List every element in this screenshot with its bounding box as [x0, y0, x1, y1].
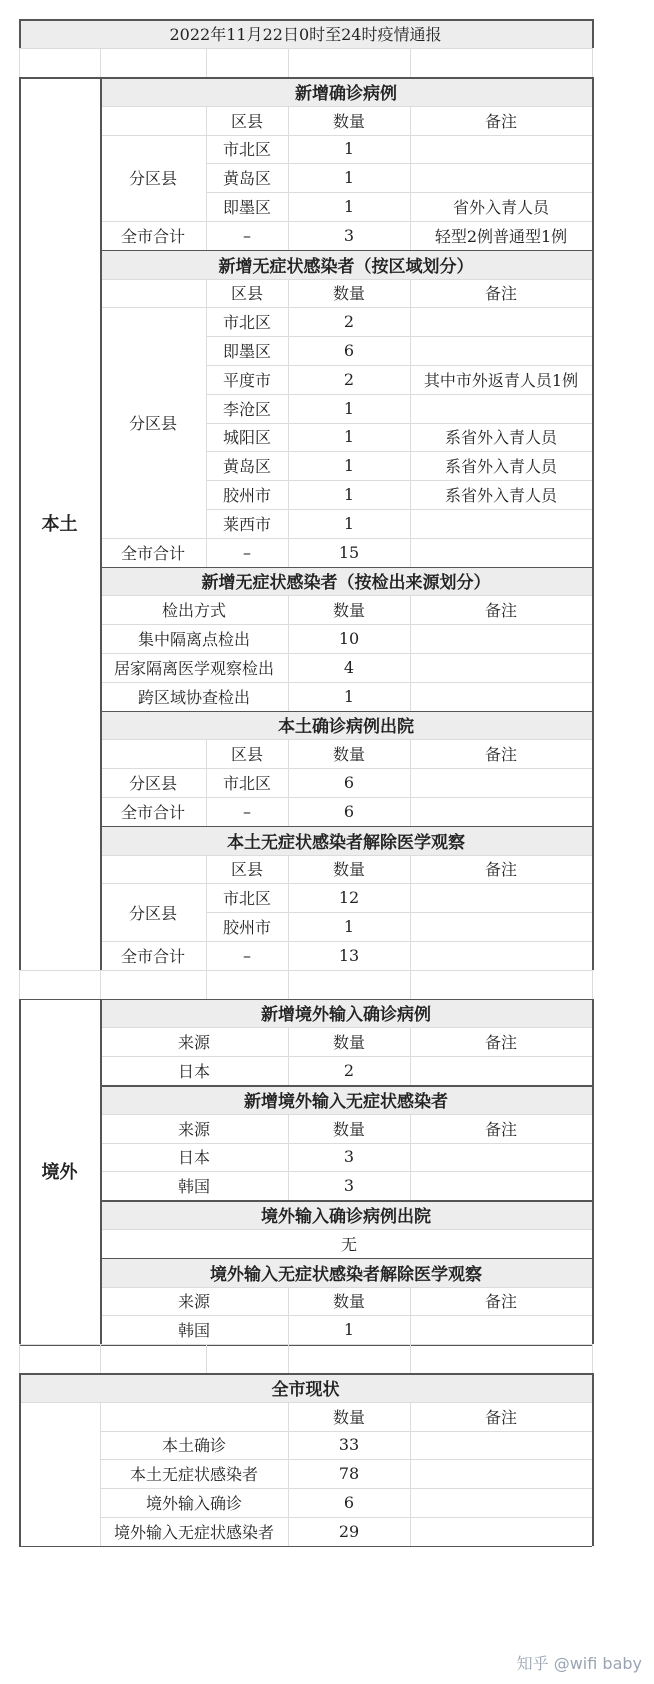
count-cell: 29 [338, 1521, 360, 1541]
grid-line [410, 797, 411, 826]
count-cell: 2 [343, 369, 355, 389]
grid-line [410, 135, 411, 164]
count-cell: 1 [343, 917, 355, 937]
column-header: 数量 [332, 601, 365, 621]
district-cell: – [243, 542, 251, 562]
source-cell: 日本 [177, 1148, 210, 1168]
note-cell [410, 1315, 592, 1344]
grid-line [288, 538, 289, 567]
grid-line [288, 1315, 289, 1344]
grid-line [410, 48, 411, 77]
column-header: 数量 [332, 860, 365, 880]
status-label: 本土确诊 [161, 1436, 226, 1456]
grid-line [19, 48, 20, 77]
district-cell: 黄岛区 [222, 169, 271, 189]
grid-line [100, 1402, 101, 1546]
grid-line [288, 739, 289, 768]
note-cell [410, 653, 592, 682]
grid-line [19, 77, 21, 970]
grid-line [410, 682, 411, 711]
grid-line [206, 307, 207, 336]
grid-line [19, 1344, 20, 1373]
count-cell: 4 [343, 657, 355, 677]
grid-line [288, 1114, 289, 1143]
column-header: 备注 [484, 284, 517, 304]
count-cell: 33 [338, 1435, 360, 1455]
note-cell [410, 883, 592, 912]
grid-line [410, 855, 411, 884]
section-header: 新增境外输入无症状感染者 [100, 1085, 592, 1114]
grid-line [206, 106, 207, 135]
count-cell: 1 [343, 513, 355, 533]
grid-line [592, 19, 594, 48]
column-header: 来源 [177, 1292, 210, 1312]
column-header: 备注 [484, 1292, 517, 1312]
grid-line [592, 970, 593, 999]
grid-line [410, 595, 411, 624]
note-cell [410, 912, 592, 941]
grid-line [206, 451, 207, 480]
grid-line [288, 192, 289, 221]
none-value: 无 [340, 1234, 357, 1254]
grid-line [410, 1402, 411, 1431]
note-cell [410, 1517, 592, 1546]
grid-line [100, 77, 102, 970]
group-label: 分区县 [128, 903, 177, 923]
grid-line [19, 970, 20, 999]
grid-line [410, 1027, 411, 1056]
count-cell: 6 [343, 1493, 355, 1513]
grid-line [410, 365, 411, 394]
grid-line [410, 1517, 411, 1546]
column-header: 备注 [484, 601, 517, 621]
grid-line [410, 1287, 411, 1316]
grid-line [100, 567, 592, 569]
grid-line [288, 1431, 289, 1460]
grid-line [206, 1344, 207, 1373]
grid-line [288, 1027, 289, 1056]
column-header: 来源 [177, 1119, 210, 1139]
grid-line [206, 509, 207, 538]
grid-line [206, 336, 207, 365]
grid-line [410, 970, 411, 999]
grid-line [100, 999, 102, 1345]
note-cell [410, 1488, 592, 1517]
grid-line [592, 1373, 594, 1546]
grid-line [410, 163, 411, 192]
grid-line [288, 307, 289, 336]
grid-line [288, 1171, 289, 1200]
note-cell: 系省外入青人员 [444, 457, 557, 477]
grid-line [19, 77, 592, 79]
grid-line [410, 336, 411, 365]
section-header: 新增无症状感染者（按检出来源划分） [100, 567, 592, 596]
grid-line [410, 279, 411, 308]
grid-line [100, 826, 592, 828]
note-cell: 省外入青人员 [452, 198, 549, 218]
count-cell: 3 [343, 1147, 355, 1167]
region-label-overseas: 境外 [41, 1162, 78, 1184]
grid-line [410, 739, 411, 768]
grid-line [592, 999, 594, 1345]
district-cell: 市北区 [222, 889, 271, 909]
note-cell [410, 538, 592, 567]
grid-line [288, 1459, 289, 1488]
grid-line [288, 1056, 289, 1085]
grid-line [100, 970, 101, 999]
source-cell: 跨区域协查检出 [137, 687, 250, 707]
grid-line [288, 221, 289, 250]
note-cell [410, 509, 592, 538]
column-header: 数量 [332, 284, 365, 304]
grid-line [410, 1114, 411, 1143]
grid-line [19, 1546, 592, 1548]
grid-line [206, 797, 207, 826]
district-cell: 胶州市 [222, 918, 271, 938]
grid-line [19, 970, 592, 971]
section-header: 境外输入无症状感染者解除医学观察 [100, 1258, 592, 1287]
column-header: 区县 [230, 284, 263, 304]
region-label-local: 本土 [41, 514, 78, 536]
grid-line [206, 221, 207, 250]
grid-line [410, 423, 411, 452]
count-cell: 1 [343, 139, 355, 159]
grid-line [19, 999, 21, 1345]
district-cell: 李沧区 [222, 399, 271, 419]
column-header: 备注 [484, 860, 517, 880]
grid-line [410, 1143, 411, 1172]
grid-line [410, 883, 411, 912]
district-cell: 城阳区 [222, 428, 271, 448]
grid-line [288, 624, 289, 653]
count-cell: 1 [343, 686, 355, 706]
note-cell [410, 1431, 592, 1460]
grid-line [592, 1344, 593, 1373]
grid-line [100, 1258, 592, 1260]
total-count: 3 [343, 225, 355, 245]
section-header: 本土无症状感染者解除医学观察 [100, 826, 592, 855]
grid-line [288, 394, 289, 423]
note-cell [410, 307, 592, 336]
note-cell [410, 624, 592, 653]
count-cell: 1 [343, 168, 355, 188]
district-cell: 市北区 [222, 774, 271, 794]
grid-line [206, 480, 207, 509]
note-cell [410, 797, 592, 826]
grid-line [19, 48, 592, 49]
section-header: 新增确诊病例 [100, 77, 592, 106]
count-cell: 2 [343, 1061, 355, 1081]
district-cell: 即墨区 [222, 342, 271, 362]
grid-line [410, 538, 411, 567]
count-cell: 78 [338, 1464, 360, 1484]
grid-line [410, 509, 411, 538]
district-cell: – [243, 945, 251, 965]
grid-line [410, 1431, 411, 1460]
column-header: 区县 [230, 111, 263, 131]
watermark: 知乎 @wifi baby [516, 1654, 642, 1673]
count-cell: 12 [338, 888, 360, 908]
grid-line [410, 1315, 411, 1344]
grid-line [100, 1085, 592, 1087]
grid-line [410, 221, 411, 250]
grid-line [206, 135, 207, 164]
note-cell [410, 1143, 592, 1172]
column-header: 数量 [332, 111, 365, 131]
column-header: 区县 [230, 745, 263, 765]
column-header: 备注 [484, 745, 517, 765]
grid-line [410, 394, 411, 423]
grid-line [410, 106, 411, 135]
district-cell: 莱西市 [222, 514, 271, 534]
section-header: 境外输入确诊病例出院 [100, 1200, 592, 1229]
grid-line [206, 941, 207, 970]
count-cell: 1 [343, 427, 355, 447]
grid-line [410, 1488, 411, 1517]
grid-line [100, 711, 592, 713]
grid-line [410, 941, 411, 970]
count-cell: 3 [343, 1176, 355, 1196]
source-cell: 日本 [177, 1062, 210, 1082]
grid-line [410, 307, 411, 336]
grid-line [288, 135, 289, 164]
grid-line [288, 480, 289, 509]
section-header: 全市现状 [19, 1373, 592, 1402]
note-cell [410, 941, 592, 970]
grid-line [288, 163, 289, 192]
total-label: 全市合计 [120, 802, 185, 822]
grid-line [206, 912, 207, 941]
grid-line [288, 279, 289, 308]
total-count: 15 [338, 542, 360, 562]
count-cell: 1 [343, 197, 355, 217]
grid-line [288, 1287, 289, 1316]
column-header: 备注 [484, 1119, 517, 1139]
district-cell: – [243, 225, 251, 245]
grid-line [410, 480, 411, 509]
grid-line [206, 365, 207, 394]
status-label: 境外输入确诊 [145, 1494, 242, 1514]
note-cell: 系省外入青人员 [444, 428, 557, 448]
source-cell: 韩国 [177, 1321, 210, 1341]
grid-line [206, 163, 207, 192]
district-cell: 平度市 [222, 370, 271, 390]
source-cell: 集中隔离点检出 [137, 630, 250, 650]
grid-line [410, 451, 411, 480]
grid-line [288, 451, 289, 480]
grid-line [592, 77, 594, 970]
grid-line [288, 509, 289, 538]
grid-line [100, 250, 592, 252]
count-cell: 2 [343, 312, 355, 332]
grid-line [288, 48, 289, 77]
grid-line [19, 1373, 21, 1546]
grid-line [288, 912, 289, 941]
status-label: 本土无症状感染者 [129, 1465, 258, 1485]
note-cell [410, 135, 592, 164]
grid-line [19, 1373, 592, 1375]
grid-line [206, 279, 207, 308]
count-cell: 1 [343, 1320, 355, 1340]
note-cell: 其中市外返青人员1例 [423, 370, 579, 390]
count-cell: 6 [343, 773, 355, 793]
grid-line [288, 855, 289, 884]
grid-line [206, 739, 207, 768]
grid-line [100, 48, 101, 77]
district-cell: 胶州市 [222, 486, 271, 506]
grid-line [288, 106, 289, 135]
grid-line [206, 48, 207, 77]
column-header: 备注 [484, 1033, 517, 1053]
grid-line [288, 682, 289, 711]
source-cell: 韩国 [177, 1177, 210, 1197]
grid-line [206, 423, 207, 452]
total-label: 全市合计 [120, 946, 185, 966]
grid-line [410, 1056, 411, 1085]
column-header: 数量 [332, 1033, 365, 1053]
grid-line [206, 538, 207, 567]
group-label: 分区县 [128, 774, 177, 794]
column-header: 数量 [332, 1292, 365, 1312]
grid-line [288, 970, 289, 999]
note-cell [410, 1056, 592, 1085]
grid-line [206, 768, 207, 797]
grid-line [410, 1171, 411, 1200]
note-cell: 系省外入青人员 [444, 486, 557, 506]
count-cell: 10 [338, 629, 360, 649]
note-cell [410, 1171, 592, 1200]
grid-line [410, 912, 411, 941]
grid-line [288, 1143, 289, 1172]
district-cell: 即墨区 [222, 198, 271, 218]
grid-line [206, 855, 207, 884]
grid-line [19, 999, 592, 1001]
district-cell: 市北区 [222, 140, 271, 160]
source-cell: 居家隔离医学观察检出 [113, 658, 274, 678]
grid-line [288, 653, 289, 682]
note-cell [410, 394, 592, 423]
group-label: 分区县 [128, 169, 177, 189]
grid-line [410, 1344, 411, 1373]
grid-line [19, 19, 592, 21]
grid-line [206, 883, 207, 912]
column-header: 数量 [332, 745, 365, 765]
grid-line [288, 883, 289, 912]
note-cell: 轻型2例普通型1例 [434, 226, 568, 246]
column-header: 数量 [332, 1407, 365, 1427]
total-count: 13 [338, 945, 360, 965]
section-header: 新增境外输入确诊病例 [100, 999, 592, 1028]
group-label: 分区县 [128, 414, 177, 434]
grid-line [410, 768, 411, 797]
grid-line [288, 595, 289, 624]
column-header: 备注 [484, 111, 517, 131]
grid-line [592, 48, 593, 77]
count-cell: 1 [343, 456, 355, 476]
grid-line [100, 1200, 592, 1202]
note-cell [410, 682, 592, 711]
note-cell [410, 336, 592, 365]
section-header: 新增无症状感染者（按区域划分） [100, 250, 592, 279]
note-cell [410, 1459, 592, 1488]
grid-line [410, 653, 411, 682]
grid-line [288, 941, 289, 970]
grid-line [288, 1488, 289, 1517]
grid-line [410, 192, 411, 221]
column-header: 检出方式 [161, 601, 226, 621]
grid-line [19, 19, 21, 48]
total-label: 全市合计 [120, 226, 185, 246]
grid-line [288, 365, 289, 394]
grid-line [288, 1517, 289, 1546]
grid-line [288, 336, 289, 365]
status-label: 境外输入无症状感染者 [113, 1522, 274, 1542]
note-cell [410, 768, 592, 797]
grid-line [19, 1344, 592, 1345]
report-title: 2022年11月22日0时至24时疫情通报 [19, 19, 592, 48]
grid-line [206, 394, 207, 423]
grid-line [288, 423, 289, 452]
total-label: 全市合计 [120, 543, 185, 563]
column-header: 数量 [332, 1119, 365, 1139]
grid-line [288, 1402, 289, 1431]
district-cell: 市北区 [222, 313, 271, 333]
grid-line [410, 1459, 411, 1488]
grid-line [206, 970, 207, 999]
grid-line [288, 797, 289, 826]
grid-line [206, 192, 207, 221]
column-header: 来源 [177, 1033, 210, 1053]
section-header: 本土确诊病例出院 [100, 711, 592, 740]
column-header: 区县 [230, 860, 263, 880]
grid-line [288, 1344, 289, 1373]
grid-line [410, 624, 411, 653]
column-header: 备注 [484, 1407, 517, 1427]
district-cell: – [243, 801, 251, 821]
grid-line [288, 768, 289, 797]
note-cell [410, 163, 592, 192]
count-cell: 1 [343, 398, 355, 418]
district-cell: 黄岛区 [222, 457, 271, 477]
grid-line [100, 1344, 101, 1373]
count-cell: 6 [343, 341, 355, 361]
count-cell: 1 [343, 485, 355, 505]
total-count: 6 [343, 801, 355, 821]
